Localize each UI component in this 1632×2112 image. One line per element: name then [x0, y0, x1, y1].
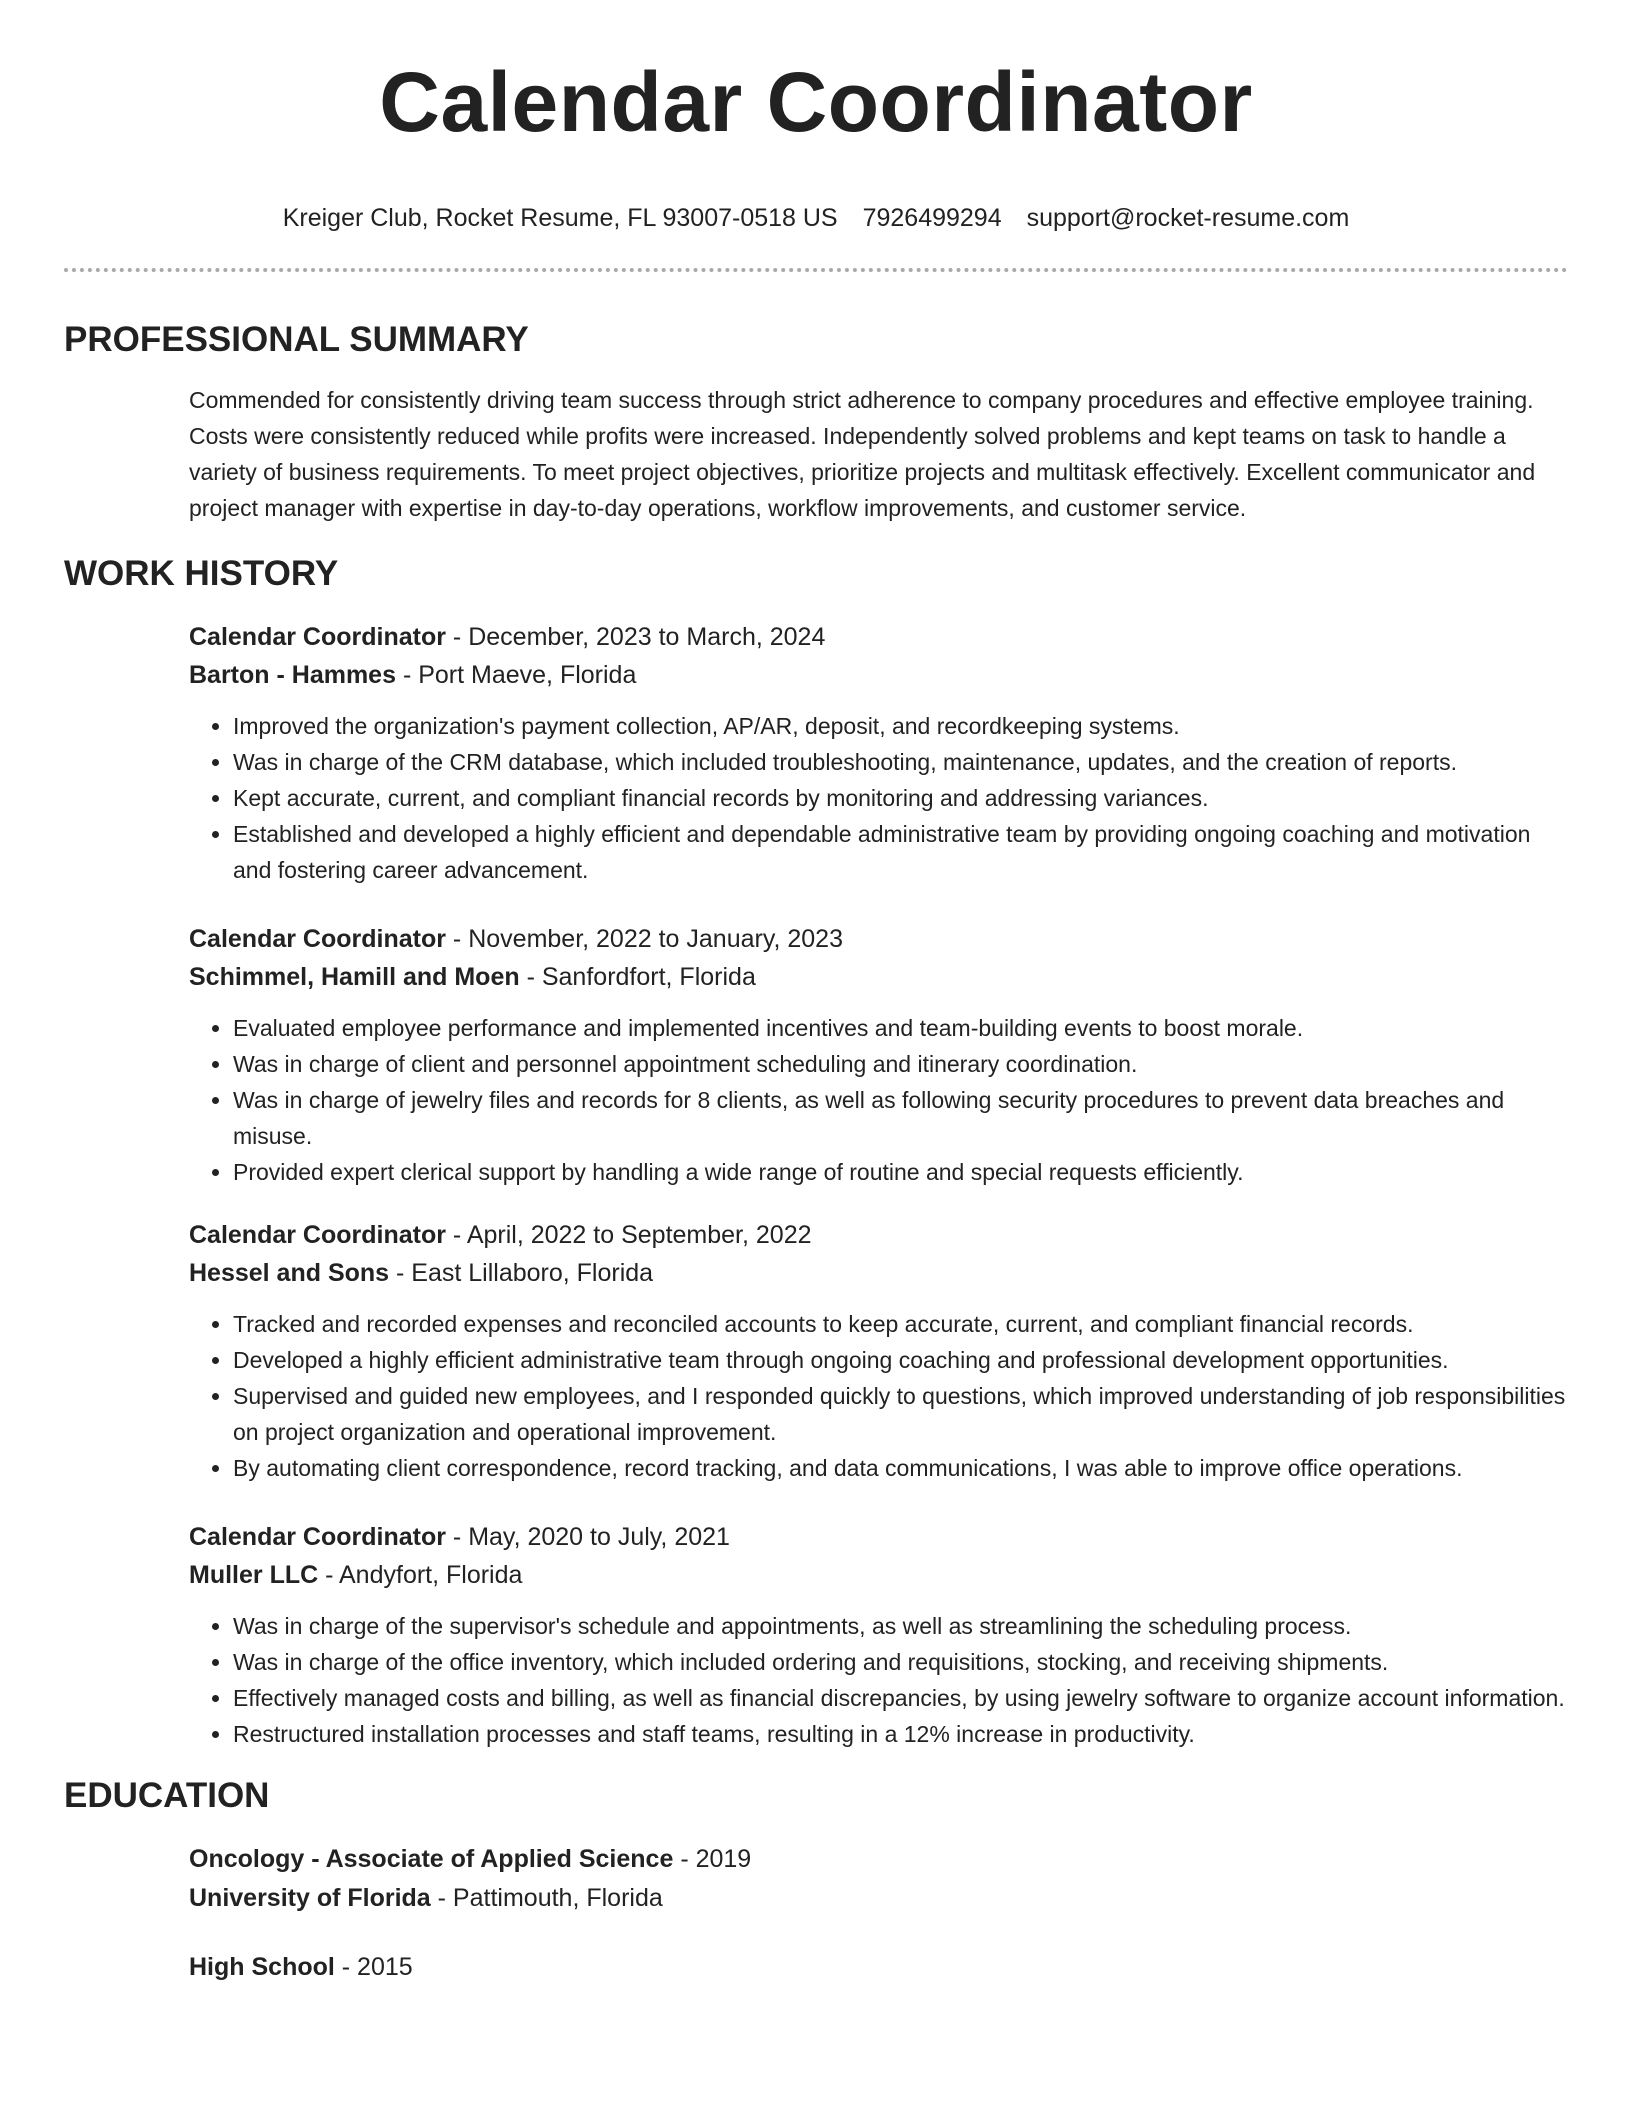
job-bullet: • Provided expert clerical support by handling a wide range of routine and special requests efficiently. [233, 1154, 1568, 1190]
work-history-section [64, 618, 1568, 1752]
job-entry [189, 1518, 1568, 1752]
job-location: - Port Maeve, Florida [396, 661, 637, 689]
job-company: Hessel and Sons [189, 1259, 390, 1287]
job-bullets [189, 1608, 1568, 1752]
job-entry [189, 618, 1568, 888]
education-year: - 2019 [673, 1845, 752, 1873]
header-divider [64, 268, 1568, 272]
summary-text: Commended for consistently driving team success through strict adherence to company procedures and effective employee training. Costs were consistently reduced while profits were increased. Independently solved problems and kept teams on task to handle a variety of business requirements. To meet project objectives, prioritize projects and multitask effectively. Excellent communicator and project manager with expertise in day-to-day operations, workflow improvements, and customer service. [189, 387, 1536, 521]
education-degree: High School [189, 1953, 335, 1981]
job-bullet: • Established and developed a highly efficient and dependable administrative team by providing ongoing coaching and motivation and fostering career advancement. [233, 816, 1568, 888]
job-bullet: • Was in charge of jewelry files and records for 8 clients, as well as following security procedures to prevent data breaches and misuse. [233, 1082, 1568, 1154]
job-company-line [189, 656, 1568, 694]
job-bullet: • Evaluated employee performance and implemented incentives and team-building events to boost morale. [233, 1010, 1568, 1046]
job-bullet: • Was in charge of the supervisor's schedule and appointments, as well as streamlining the scheduling process. [233, 1608, 1568, 1644]
summary-heading: PROFESSIONAL SUMMARY [64, 320, 529, 359]
job-bullet: • Was in charge of client and personnel appointment scheduling and itinerary coordination. [233, 1046, 1568, 1082]
job-entry [189, 920, 1568, 1190]
job-bullet: • By automating client correspondence, record tracking, and data communications, I was able to improve office operations. [233, 1450, 1568, 1486]
job-location: - Andyfort, Florida [318, 1561, 523, 1589]
education-heading: EDUCATION [64, 1776, 270, 1815]
job-dates: - November, 2022 to January, 2023 [445, 925, 843, 953]
job-bullet: • Was in charge of the CRM database, which included troubleshooting, maintenance, updates, and the creation of reports. [233, 744, 1568, 780]
job-role: Calendar Coordinator [189, 1523, 446, 1551]
education-school-line [189, 1879, 1568, 1918]
education-school: University of Florida [189, 1884, 431, 1912]
job-bullet: • Kept accurate, current, and compliant financial records by monitoring and addressing variances. [233, 780, 1568, 816]
education-degree-line [189, 1948, 1568, 1987]
contact-address: Kreiger Club, Rocket Resume, FL 93007-0518 US [282, 204, 838, 232]
job-role: Calendar Coordinator [189, 623, 446, 651]
education-location: - Pattimouth, Florida [430, 1884, 663, 1912]
job-bullets [189, 708, 1568, 888]
summary-section [64, 382, 1568, 526]
work-history-heading: WORK HISTORY [64, 554, 339, 593]
job-entry [189, 1216, 1568, 1486]
job-company: Schimmel, Hamill and Moen [189, 963, 520, 991]
contact-email: support@rocket-resume.com [1026, 204, 1350, 232]
job-company: Barton - Hammes [189, 661, 396, 689]
job-bullets [189, 1306, 1568, 1486]
job-dates: - May, 2020 to July, 2021 [445, 1523, 730, 1551]
education-year: - 2015 [334, 1953, 413, 1981]
education-degree: Oncology - Associate of Applied Science [189, 1845, 674, 1873]
job-company-line [189, 1556, 1568, 1594]
job-bullets [189, 1010, 1568, 1190]
job-bullet: • Tracked and recorded expenses and reconciled accounts to keep accurate, current, and compliant financial records. [233, 1306, 1568, 1342]
contact-phone: 7926499294 [862, 204, 1002, 232]
education-entry [189, 1948, 1568, 1987]
job-location: - Sanfordfort, Florida [519, 963, 756, 991]
job-company-line [189, 958, 1568, 996]
job-bullet: • Effectively managed costs and billing, as well as financial discrepancies, by using jewelry software to organize account information. [233, 1680, 1568, 1716]
job-title-line [189, 920, 1568, 958]
education-section [64, 1840, 1568, 1987]
job-company: Muller LLC [189, 1561, 319, 1589]
job-role: Calendar Coordinator [189, 925, 446, 953]
job-title-line [189, 618, 1568, 656]
job-bullet: • Was in charge of the office inventory, which included ordering and requisitions, stocking, and receiving shipments. [233, 1644, 1568, 1680]
job-location: - East Lillaboro, Florida [389, 1259, 654, 1287]
job-bullet: • Developed a highly efficient administrative team through ongoing coaching and professional development opportunities. [233, 1342, 1568, 1378]
job-bullet: • Improved the organization's payment collection, AP/AR, deposit, and recordkeeping systems. [233, 708, 1568, 744]
job-bullet: • Restructured installation processes and staff teams, resulting in a 12% increase in productivity. [233, 1716, 1568, 1752]
resume-header [64, 0, 1568, 234]
job-dates: - April, 2022 to September, 2022 [445, 1221, 812, 1249]
job-bullet: • Supervised and guided new employees, and I responded quickly to questions, which improved understanding of job responsibilities on project organization and operational improvement. [233, 1378, 1568, 1450]
job-title-line [189, 1216, 1568, 1254]
job-dates: - December, 2023 to March, 2024 [445, 623, 826, 651]
contact-line [64, 202, 1568, 234]
education-entry [189, 1840, 1568, 1918]
candidate-name: Calendar Coordinator [379, 55, 1253, 149]
job-role: Calendar Coordinator [189, 1221, 446, 1249]
education-degree-line [189, 1840, 1568, 1879]
job-title-line [189, 1518, 1568, 1556]
job-company-line [189, 1254, 1568, 1292]
